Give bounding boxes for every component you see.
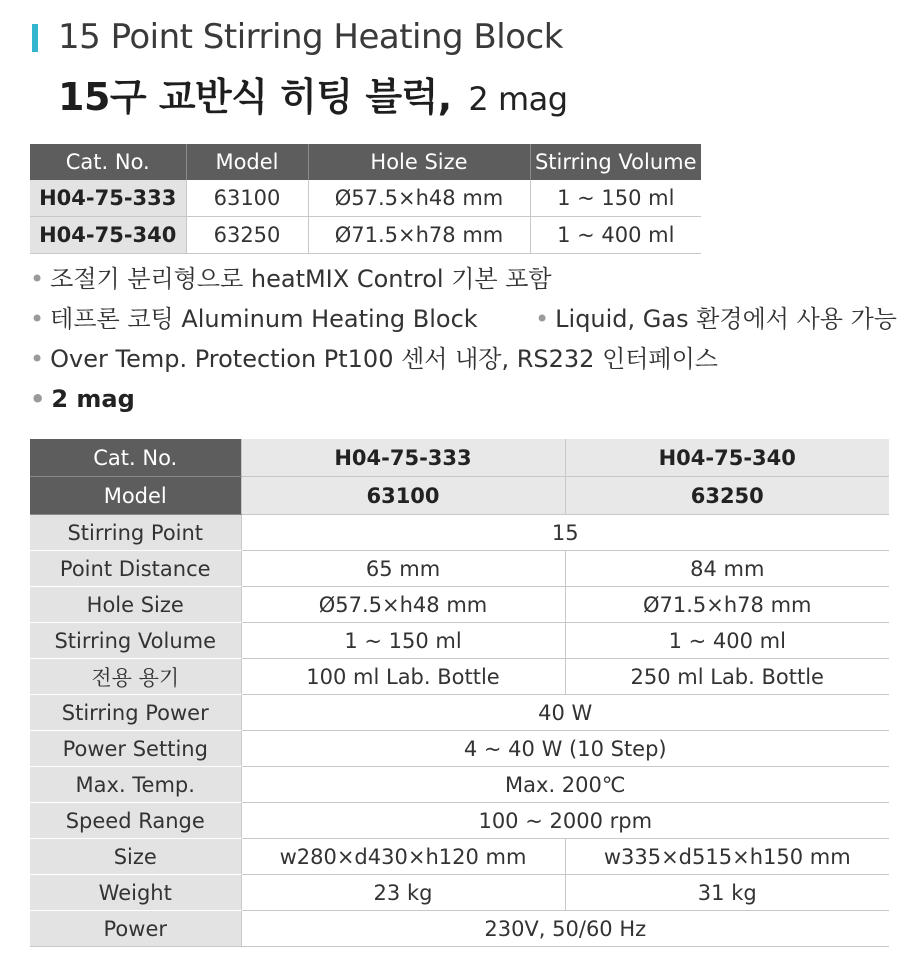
table-row xyxy=(30,217,701,254)
summary-header-row xyxy=(30,144,701,180)
spec-value-cell: w335×d515×h150 mm xyxy=(565,839,889,875)
table-row xyxy=(30,911,889,947)
title-accent-bar xyxy=(32,24,38,52)
spec-value-cell: 31 kg xyxy=(565,875,889,911)
table-row xyxy=(30,767,889,803)
spec-header-cell: H04-75-340 xyxy=(565,439,889,477)
spec-header-row xyxy=(30,439,889,477)
table-row xyxy=(30,803,889,839)
summary-header-cell: Model xyxy=(186,144,308,180)
bullet-dot-icon: • xyxy=(30,265,45,293)
summary-header-cell: Cat. No. xyxy=(30,144,186,180)
bullet-dot-icon: • xyxy=(30,305,45,333)
spec-label-cell: Stirring Volume xyxy=(30,623,241,659)
spec-value-cell: 100 ml Lab. Bottle xyxy=(241,659,565,695)
title-korean-sub: 2 mag xyxy=(468,80,568,118)
table-row xyxy=(30,180,701,217)
spec-value-cell: 65 mm xyxy=(241,551,565,587)
summary-table xyxy=(30,144,701,254)
table-row xyxy=(30,695,889,731)
spec-label-cell: Power xyxy=(30,911,241,947)
title-korean xyxy=(58,66,568,121)
table-row xyxy=(30,875,889,911)
spec-label-cell: Hole Size xyxy=(30,587,241,623)
spec-value-cell: 84 mm xyxy=(565,551,889,587)
spec-value-cell: 4 ~ 40 W (10 Step) xyxy=(241,731,889,767)
feature-text: 조절기 분리형으로 heatMIX Control 기본 포함 xyxy=(50,265,552,293)
stirring-volume-cell: 1 ~ 150 ml xyxy=(530,180,701,217)
feature-text: Liquid, Gas 환경에서 사용 가능 xyxy=(555,305,897,333)
spec-header-row xyxy=(30,477,889,515)
spec-label-cell: 전용 용기 xyxy=(30,659,241,695)
spec-label-cell: Weight xyxy=(30,875,241,911)
feature-text: 테프론 코팅 Aluminum Heating Block xyxy=(50,305,478,333)
table-row xyxy=(30,515,889,551)
spec-label-cell: Speed Range xyxy=(30,803,241,839)
spec-label-cell: Cat. No. xyxy=(30,439,241,477)
list-item-right xyxy=(535,302,897,336)
cat-no-cell: H04-75-333 xyxy=(30,180,186,217)
table-row xyxy=(30,731,889,767)
spec-value-cell: Max. 200℃ xyxy=(241,767,889,803)
summary-header-cell: Hole Size xyxy=(308,144,530,180)
model-cell: 63100 xyxy=(186,180,308,217)
title-korean-main: 15구 교반식 히팅 블럭, xyxy=(58,75,452,119)
spec-value-cell: Ø71.5×h78 mm xyxy=(565,587,889,623)
table-row xyxy=(30,551,889,587)
feature-text: 2 mag xyxy=(51,385,135,413)
table-row xyxy=(30,659,889,695)
feature-list xyxy=(30,262,897,422)
spec-value-cell: 1 ~ 150 ml xyxy=(241,623,565,659)
table-row xyxy=(30,587,889,623)
bullet-dot-icon: • xyxy=(30,345,45,373)
spec-value-cell: Ø57.5×h48 mm xyxy=(241,587,565,623)
bullet-dot-icon: • xyxy=(535,305,550,333)
spec-header-cell: 63250 xyxy=(565,477,889,515)
model-cell: 63250 xyxy=(186,217,308,254)
spec-value-cell: 100 ~ 2000 rpm xyxy=(241,803,889,839)
summary-header-cell: Stirring Volume xyxy=(530,144,701,180)
spec-value-cell: 40 W xyxy=(241,695,889,731)
title-english: 15 Point Stirring Heating Block xyxy=(58,17,563,57)
cat-no-cell: H04-75-340 xyxy=(30,217,186,254)
spec-table xyxy=(30,439,889,947)
hole-size-cell: Ø57.5×h48 mm xyxy=(308,180,530,217)
spec-label-cell: Point Distance xyxy=(30,551,241,587)
hole-size-cell: Ø71.5×h78 mm xyxy=(308,217,530,254)
spec-header-cell: 63100 xyxy=(241,477,565,515)
spec-label-cell: Max. Temp. xyxy=(30,767,241,803)
list-item xyxy=(30,342,718,382)
table-row xyxy=(30,623,889,659)
spec-value-cell: 230V, 50/60 Hz xyxy=(241,911,889,947)
list-item xyxy=(30,302,897,342)
spec-label-cell: Model xyxy=(30,477,241,515)
table-row xyxy=(30,839,889,875)
spec-value-cell: 15 xyxy=(241,515,889,551)
spec-value-cell: w280×d430×h120 mm xyxy=(241,839,565,875)
list-item xyxy=(30,262,718,302)
stirring-volume-cell: 1 ~ 400 ml xyxy=(530,217,701,254)
bullet-dot-icon: • xyxy=(30,385,46,413)
feature-text: Over Temp. Protection Pt100 센서 내장, RS232 인터페이스 xyxy=(50,345,718,373)
spec-value-cell: 1 ~ 400 ml xyxy=(565,623,889,659)
spec-header-cell: H04-75-333 xyxy=(241,439,565,477)
spec-label-cell: Stirring Power xyxy=(30,695,241,731)
spec-label-cell: Power Setting xyxy=(30,731,241,767)
list-item xyxy=(30,382,718,422)
spec-value-cell: 250 ml Lab. Bottle xyxy=(565,659,889,695)
spec-label-cell: Stirring Point xyxy=(30,515,241,551)
spec-value-cell: 23 kg xyxy=(241,875,565,911)
spec-label-cell: Size xyxy=(30,839,241,875)
